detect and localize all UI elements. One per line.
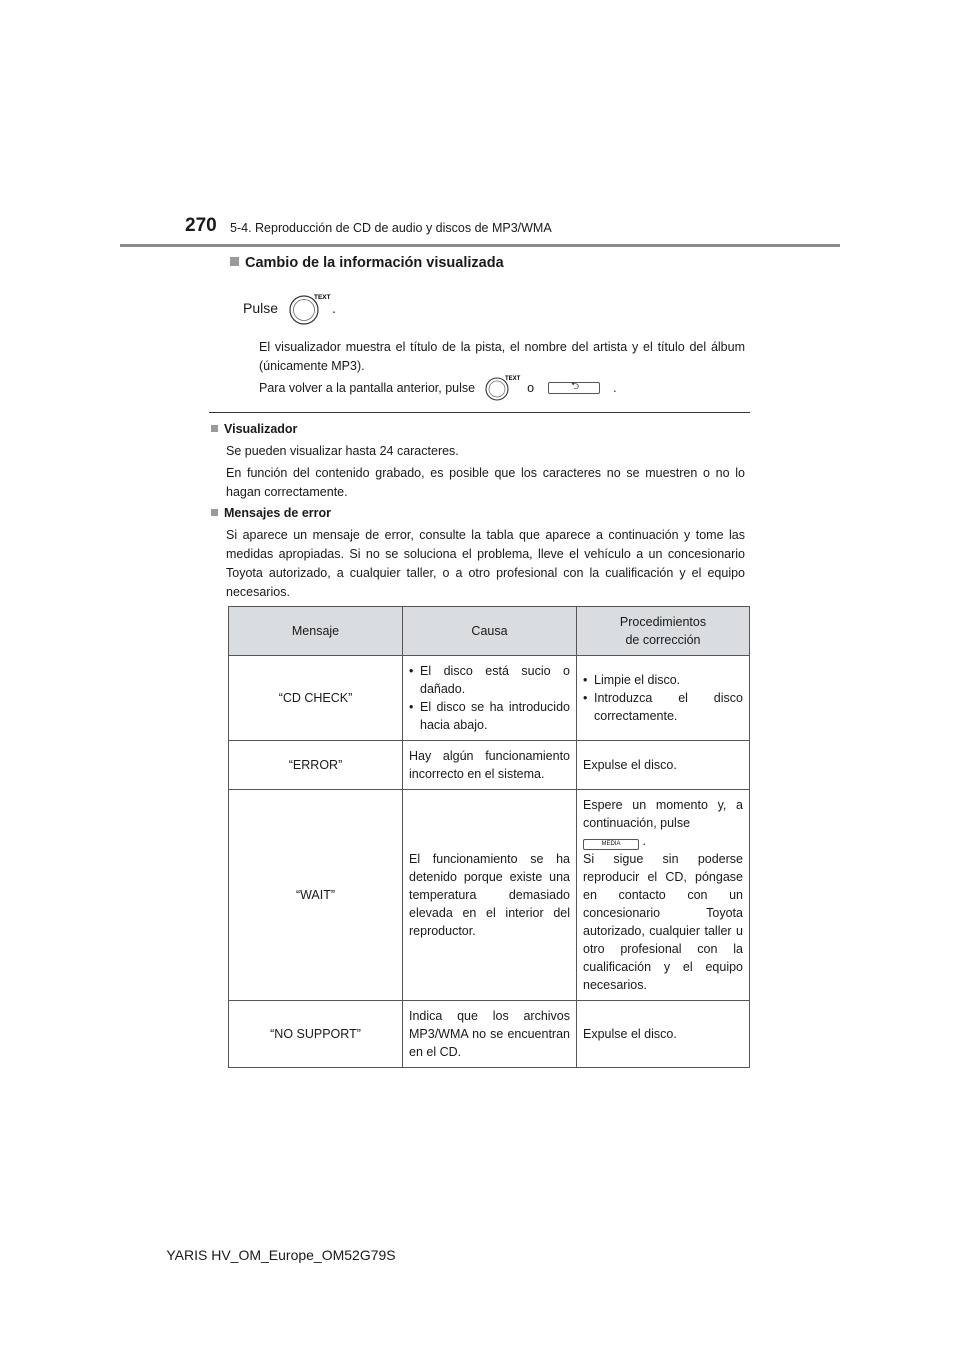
mensajes-heading [211, 506, 331, 520]
visualizador-heading [211, 422, 297, 436]
fix-item: • Limpie el disco. [583, 671, 743, 689]
header-causa: Causa [403, 607, 577, 656]
fix-part-1-text: Espere un momento y, a continuación, pulse [583, 798, 743, 830]
error-table [228, 606, 750, 1068]
fix-cell: Expulse el disco. [577, 1001, 750, 1068]
visualizador-line-1: Se pueden visualizar hasta 24 caracteres. [226, 444, 459, 458]
fix-cell [577, 656, 750, 741]
back-or: o [527, 381, 535, 395]
cause-cell: Hay algún funcionamiento incorrecto en el sistema. [403, 741, 577, 790]
back-button-icon [548, 382, 600, 394]
fix-item: • Introduzca el disco correctamente. [583, 689, 743, 725]
cause-cell: Indica que los archivos MP3/WMA no se encuentran en el CD. [403, 1001, 577, 1068]
header-procedimientos: Procedimientos de corrección [577, 607, 750, 656]
cause-cell [403, 656, 577, 741]
back-arrow-icon: ⮌ [571, 381, 580, 392]
visualizador-line-2: En función del contenido grabado, es posible que los caracteres no se muestren o no lo hagan correctamente. [226, 466, 745, 499]
pulse-label: Pulse [243, 300, 279, 316]
message-cell: “NO SUPPORT” [229, 1001, 403, 1068]
fix-cell: Expulse el disco. [577, 741, 750, 790]
text-knob-small-label: TEXT [505, 376, 521, 382]
table-row [229, 790, 750, 1001]
description-text: El visualizador muestra el título de la pista, el nombre del artista y el título del álbum (únicamente MP3). [259, 340, 745, 373]
cause-item: • El disco se ha introducido hacia abajo. [409, 698, 570, 734]
square-bullet-icon [211, 425, 218, 432]
section-heading [230, 255, 504, 271]
text-knob-small-icon [481, 373, 521, 403]
page-number: 270 [185, 215, 217, 236]
message-cell: “WAIT” [229, 790, 403, 1001]
footer [0, 1247, 960, 1263]
fix-part-2: Si sigue sin poderse reproducir el CD, póngase en contacto con un concesionario Toyota autorizado, cualquier taller u otro profesional con la cualificación y el equipo necesarios. [583, 852, 743, 992]
header-divider [120, 244, 840, 247]
table-row [229, 656, 750, 741]
mensajes-heading-text: Mensajes de error [224, 506, 331, 520]
visualizador-heading-text: Visualizador [224, 422, 298, 436]
back-instruction [259, 373, 617, 403]
media-button-icon [583, 839, 639, 850]
section-heading-text: Cambio de la información visualizada [245, 255, 504, 271]
mensajes-text: Si aparece un mensaje de error, consulte la tabla que aparece a continuación y tome las medidas apropiadas. Si no se soluciona el problema, lleve el vehículo a un concesionario Toyota autorizado, a cualquier taller, o a otro profesional con la cualificación y el equipo necesarios. [226, 528, 745, 599]
table-row [229, 1001, 750, 1068]
header-mensaje: Mensaje [229, 607, 403, 656]
table-header-row [229, 607, 750, 656]
section-divider [209, 412, 750, 413]
text-knob-icon [284, 290, 331, 326]
square-bullet-icon [230, 257, 239, 266]
message-cell: “CD CHECK” [229, 656, 403, 741]
message-cell: “ERROR” [229, 741, 403, 790]
chapter-title: 5-4. Reproducción de CD de audio y discos de MP3/WMA [230, 221, 552, 235]
cause-item: • El disco está sucio o dañado. [409, 662, 570, 698]
fix-part-1 [583, 796, 743, 850]
footer-doc-id: YARIS HV_OM_Europe_OM52G79S [166, 1247, 396, 1263]
back-prefix: Para volver a la pantalla anterior, pulse [259, 381, 476, 395]
fix-part-1-end: . [642, 834, 646, 848]
table-row [229, 741, 750, 790]
fix-cell [577, 790, 750, 1001]
square-bullet-icon [211, 509, 218, 516]
pulse-instruction [243, 290, 336, 326]
cause-cell: El funcionamiento se ha detenido porque existe una temperatura demasiado elevada en el interior del reproductor. [403, 790, 577, 1001]
text-knob-label: TEXT [314, 294, 331, 301]
back-end: . [613, 381, 617, 395]
pulse-end: . [332, 300, 336, 316]
media-button-label: MEDIA [601, 841, 621, 847]
